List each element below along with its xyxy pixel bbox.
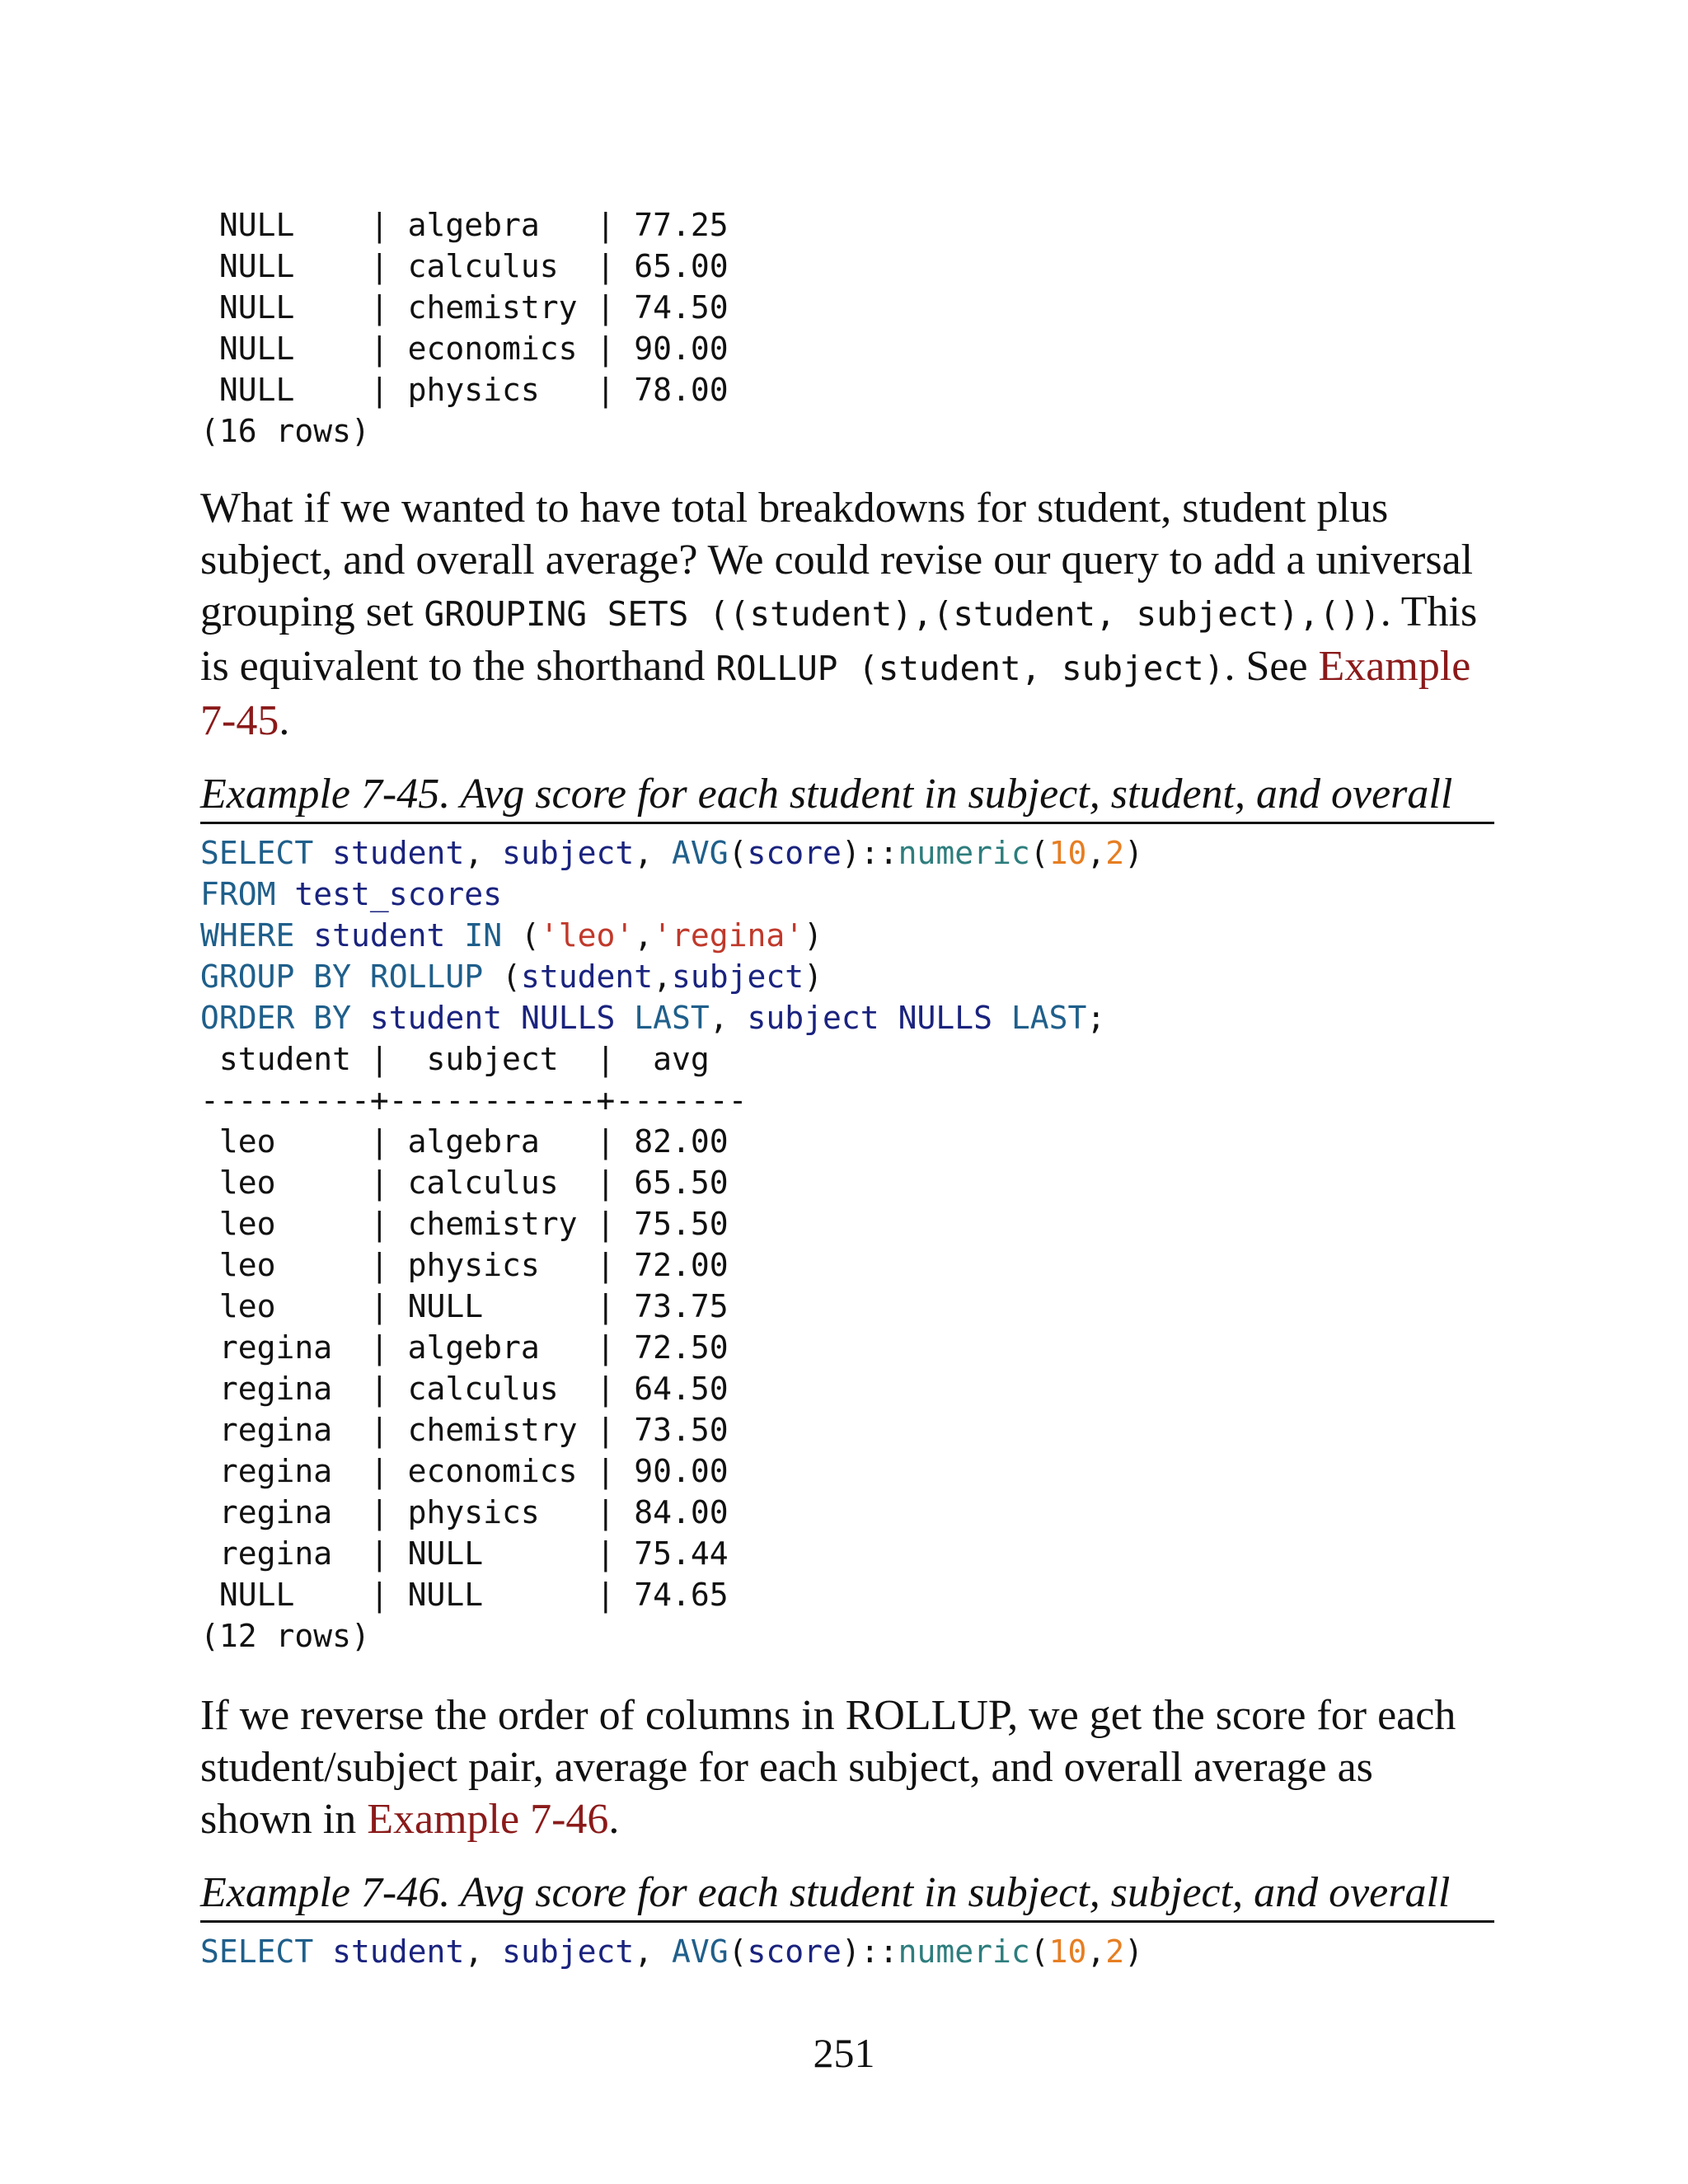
example-7-45-caption: Example 7-45. Avg score for each student in subject, student, and overall: [200, 769, 1494, 824]
example-7-46-caption: Example 7-46. Avg score for each student in subject, subject, and overall: [200, 1868, 1494, 1923]
example-7-45-code: SELECT student, subject, AVG(score)::numeric(10,2) FROM test_scores WHERE student IN ('leo','regina') GROUP BY ROLLUP (student,subject) ORDER BY student NULLS LAST, subject NULLS LAST; student | subject | avg ---------+-----------+------- leo | algebra | 82.00 leo | calculus | 65.50 leo | chemistry | 75.50 leo | physics | 72.00 leo | NULL | 73.75 regina | algebra | 72.50 regina | calculus | 64.50 regina | chemistry | 73.50 regina | economics | 90.00 regina | physics | 84.00 regina | NULL | 75.44 NULL | NULL | 74.65 (12 rows): [200, 835, 1144, 1654]
query-output-top: [200, 204, 729, 452]
result-separator: ---------+-----------+-------: [200, 1082, 748, 1118]
table-row: leo | calculus | 65.50: [200, 1165, 729, 1201]
row-count: (12 rows): [200, 1618, 370, 1654]
table-row: regina | NULL | 75.44: [200, 1535, 729, 1572]
inline-code-grouping-sets: GROUPING SETS ((student),(student, subject),()): [424, 594, 1381, 634]
page-number: 251: [813, 2030, 875, 2076]
row-count: (16 rows): [200, 413, 370, 449]
paragraph-reverse-rollup: If we reverse the order of columns in ROLLUP, we get the score for each student/subject pair, average for each subject, and overall average as shown in Example 7-46.: [200, 1692, 1456, 1843]
table-row: NULL | algebra | 77.25: [200, 207, 729, 243]
table-row: regina | algebra | 72.50: [200, 1329, 729, 1366]
table-row: leo | physics | 72.00: [200, 1247, 729, 1283]
table-row: NULL | NULL | 74.65: [200, 1577, 729, 1613]
inline-code-rollup: ROLLUP (student, subject): [715, 649, 1225, 688]
example-7-46-code: SELECT student, subject, AVG(score)::numeric(10,2): [200, 1933, 1144, 1970]
table-row: leo | NULL | 73.75: [200, 1288, 729, 1324]
table-row: leo | chemistry | 75.50: [200, 1206, 729, 1242]
table-row: NULL | economics | 90.00: [200, 330, 729, 367]
paragraph-grouping-sets: What if we wanted to have total breakdowns for student, student plus subject, and overall average? We could revise our query to add a universal grouping set GROUPING SETS ((student),(student, subject),()). This is equivalent to the shorthand ROLLUP (student, subject). See Example 7-45.: [200, 485, 1478, 744]
table-row: regina | physics | 84.00: [200, 1494, 729, 1530]
table-row: NULL | chemistry | 74.50: [200, 289, 729, 326]
table-row: regina | chemistry | 73.50: [200, 1412, 729, 1448]
table-row: NULL | physics | 78.00: [200, 372, 729, 408]
table-row: leo | algebra | 82.00: [200, 1123, 729, 1160]
table-row: regina | economics | 90.00: [200, 1453, 729, 1489]
example-7-46-link[interactable]: Example 7-46: [367, 1796, 609, 1843]
table-row: regina | calculus | 64.50: [200, 1371, 729, 1407]
result-header: student | subject | avg: [200, 1041, 710, 1077]
table-row: NULL | calculus | 65.00: [200, 248, 729, 284]
example-7-45-link[interactable]: Example 7-45: [200, 643, 1471, 744]
